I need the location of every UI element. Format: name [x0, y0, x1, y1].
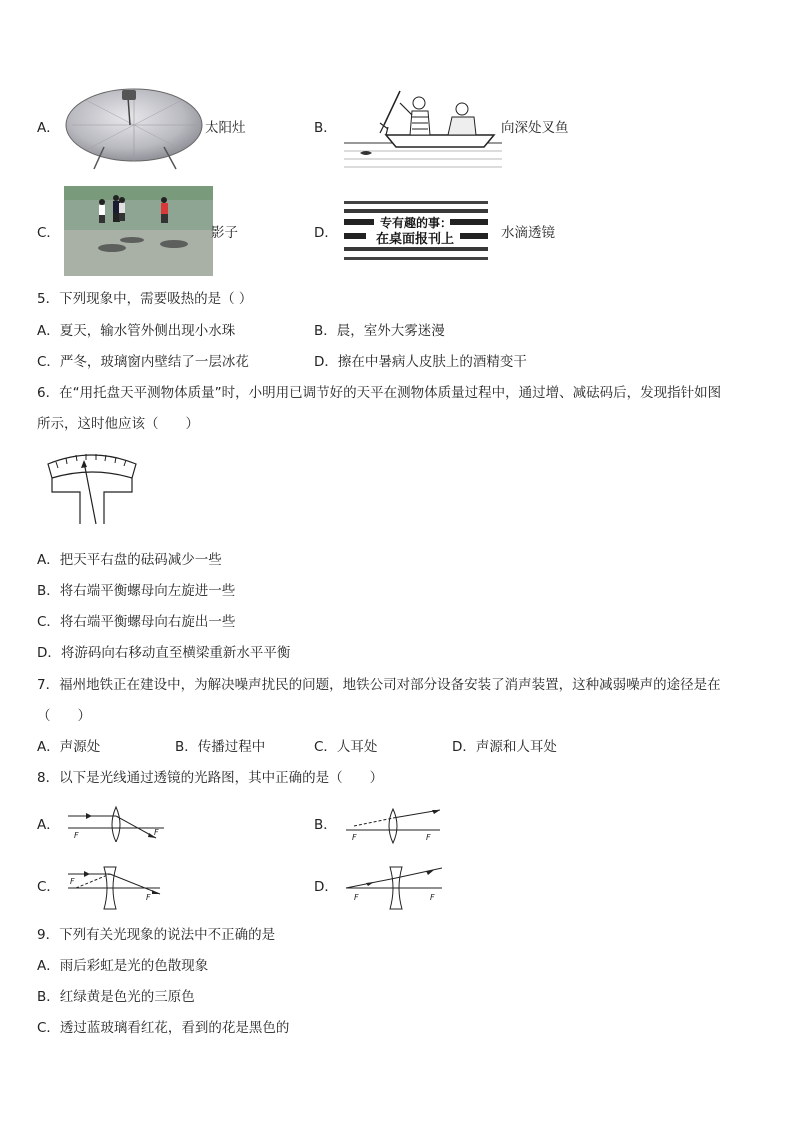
q7-option-a[interactable]: A．声源处 [37, 739, 101, 755]
spear-fishing-image [344, 85, 502, 173]
lens-diagram-a [66, 804, 166, 842]
q4-option-d-text: 水滴透镜 [501, 225, 555, 241]
q8-stem: 8．以下是光线通过透镜的光路图，其中正确的是（ ） [37, 770, 384, 786]
q8-option-d-label[interactable]: D． [314, 879, 338, 895]
focus-label-c2: F [146, 893, 151, 902]
focus-label-a1: F [74, 831, 79, 840]
balance-pointer-diagram [44, 448, 140, 528]
q4-option-a-label: A． [37, 120, 60, 136]
focus-label-a2: F [154, 828, 159, 837]
q7-option-b[interactable]: B．传播过程中 [175, 739, 266, 755]
q4-option-a-text: 太阳灶 [205, 120, 246, 136]
q8-option-b-label[interactable]: B． [314, 817, 337, 833]
q6-option-a[interactable]: A．把天平右盘的砝码减少一些 [37, 552, 222, 568]
q5-option-b[interactable]: B．晨，室外大雾迷漫 [314, 323, 445, 339]
q9-option-b[interactable]: B．红绿黄是色光的三原色 [37, 989, 195, 1005]
q8-option-a-label[interactable]: A． [37, 817, 60, 833]
q7-stem-line1: 7．福州地铁正在建设中，为解决噪声扰民的问题，地铁公司对部分设备安装了消声装置，这种减弱噪声的途径是在 [37, 677, 721, 693]
lens-magnified-text-2: 在桌面报刊上 [376, 232, 455, 247]
q5-stem: 5．下列现象中，需要吸热的是（ ） [37, 291, 253, 307]
q9-option-a[interactable]: A．雨后彩虹是光的色散现象 [37, 958, 209, 974]
solar-cooker-image [64, 85, 207, 170]
lens-magnified-text-1: 专有趣的事： [380, 216, 453, 230]
lens-diagram-c [66, 866, 162, 912]
focus-label-c1: F [70, 877, 75, 886]
q5-option-d[interactable]: D．擦在中暑病人皮肤上的酒精变干 [314, 354, 527, 370]
shadow-photo [64, 186, 213, 276]
focus-label-b1: F [352, 833, 357, 842]
q7-option-d[interactable]: D．声源和人耳处 [452, 739, 557, 755]
q5-option-a[interactable]: A．夏天，输水管外侧出现小水珠 [37, 323, 236, 339]
focus-label-d1: F [354, 893, 359, 902]
lens-diagram-d [344, 866, 444, 912]
q9-option-c[interactable]: C．透过蓝玻璃看红花，看到的花是黑色的 [37, 1020, 290, 1036]
q9-stem: 9．下列有关光现象的说法中不正确的是 [37, 927, 276, 943]
q6-option-d[interactable]: D．将游码向右移动直至横梁重新水平平衡 [37, 645, 291, 661]
q5-option-c[interactable]: C．严冬，玻璃窗内壁结了一层冰花 [37, 354, 249, 370]
q4-option-b-label: B． [314, 120, 337, 136]
focus-label-b2: F [426, 833, 431, 842]
q7-option-c[interactable]: C．人耳处 [314, 739, 378, 755]
q6-option-b[interactable]: B．将右端平衡螺母向左旋进一些 [37, 583, 236, 599]
q6-option-c[interactable]: C．将右端平衡螺母向右旋出一些 [37, 614, 236, 630]
q6-stem-line1: 6．在“用托盘天平测物体质量”时，小明用已调节好的天平在测物体质量过程中，通过增、减砝码后，发现指针如图 [37, 385, 722, 401]
q4-option-c-text: 影子 [211, 225, 238, 241]
focus-label-d2: F [430, 893, 435, 902]
q8-option-c-label[interactable]: C． [37, 879, 60, 895]
q4-option-d-label: D． [314, 225, 338, 241]
water-drop-lens-image [340, 197, 492, 269]
q7-stem-line2: （ ） [37, 708, 91, 724]
q4-option-b-text: 向深处叉鱼 [501, 120, 569, 136]
q6-stem-line2: 所示，这时他应该（ ） [37, 416, 199, 432]
q4-option-c-label: C． [37, 225, 60, 241]
lens-diagram-b [344, 808, 442, 844]
